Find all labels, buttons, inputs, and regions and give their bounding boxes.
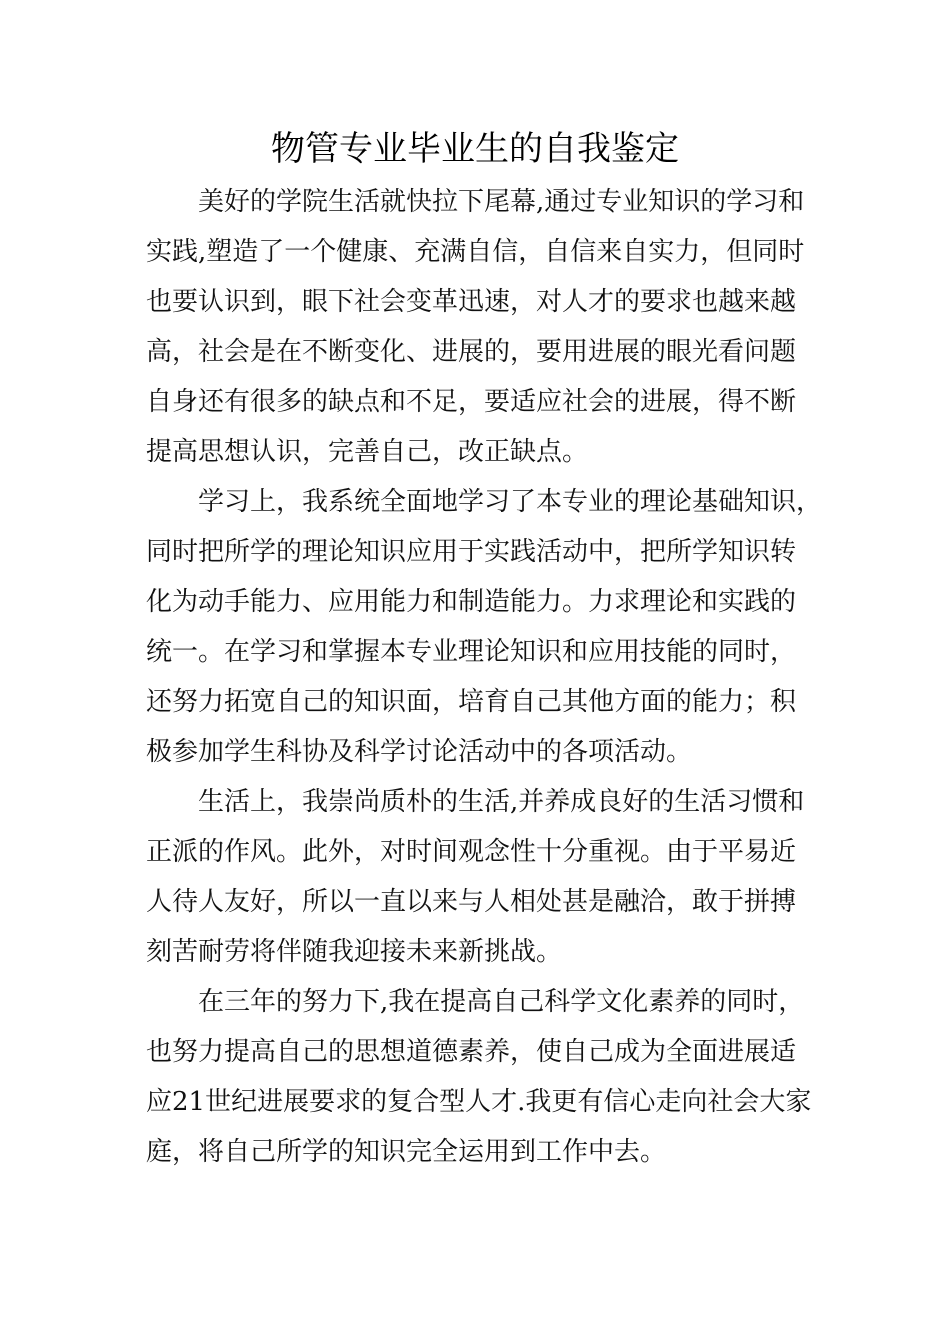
- text-line: 提高思想认识，完善自己，改正缺点。: [146, 437, 589, 467]
- text-line: 人待人友好，所以一直以来与人相处甚是融洽，敢于拼搏: [146, 887, 797, 917]
- paragraph: [146, 177, 826, 477]
- text-line: 正派的作风。此外，对时间观念性十分重视。由于平易近: [146, 837, 797, 867]
- text-line: 自身还有很多的缺点和不足，要适应社会的进展，得不断: [146, 387, 797, 417]
- text-line: 统一。在学习和掌握本专业理论知识和应用技能的同时，: [146, 637, 797, 667]
- text-line: 化为动手能力、应用能力和制造能力。力求理论和实践的: [146, 587, 797, 617]
- text-line: 学习上，我系统全面地学习了本专业的理论基础知识，: [198, 487, 823, 517]
- paragraph: [146, 977, 826, 1177]
- text-line: 美好的学院生活就快拉下尾幕,通过专业知识的学习和: [198, 187, 805, 217]
- paragraph: [146, 477, 826, 777]
- text-line: 高，社会是在不断变化、进展的，要用进展的眼光看问题: [146, 337, 797, 367]
- text-line: 刻苦耐劳将伴随我迎接未来新挑战。: [146, 937, 563, 967]
- text-line: 生活上，我崇尚质朴的生活,并养成良好的生活习惯和: [198, 787, 805, 817]
- text-line: 庭，将自己所学的知识完全运用到工作中去。: [146, 1137, 667, 1167]
- text-line: 也要认识到，眼下社会变革迅速，对人才的要求也越来越: [146, 287, 797, 317]
- text-line: 还努力拓宽自己的知识面，培育自己其他方面的能力；积: [146, 687, 797, 717]
- document-title: 物管专业毕业生的自我鉴定: [271, 129, 679, 169]
- text-line: 也努力提高自己的思想道德素养，使自己成为全面进展适: [146, 1037, 797, 1067]
- text-line: 极参加学生科协及科学讨论活动中的各项活动。: [146, 737, 693, 767]
- text-line: 在三年的努力下,我在提高自己科学文化素养的同时，: [198, 987, 805, 1017]
- document-body: [146, 177, 826, 1177]
- text-line: 应21世纪进展要求的复合型人才.我更有信心走向社会大家: [146, 1087, 812, 1117]
- paragraph: [146, 777, 826, 977]
- text-line: 实践,塑造了一个健康、充满自信，自信来自实力，但同时: [146, 237, 805, 267]
- text-line: 同时把所学的理论知识应用于实践活动中，把所学知识转: [146, 537, 797, 567]
